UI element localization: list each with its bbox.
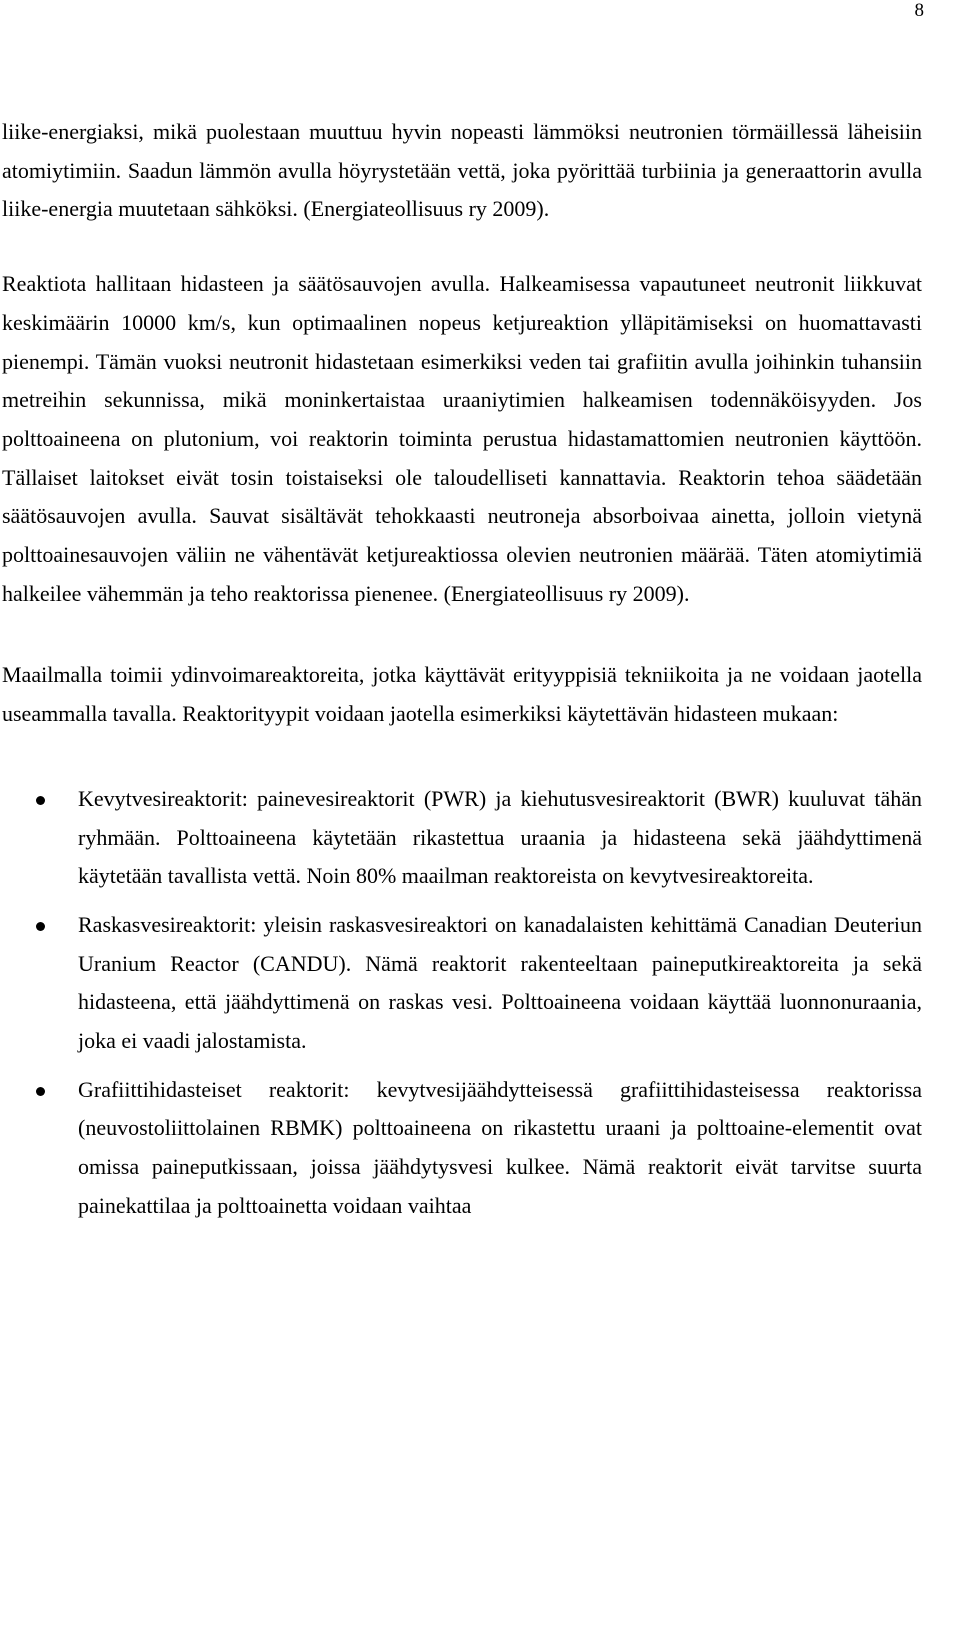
bullet-icon xyxy=(36,922,45,931)
paragraph-heat-conversion: liike-energiaksi, mikä puolestaan muuttuu hyvin nopeasti lämmöksi neutronien törmäillessä läheisiin atomiytimiin. Saadun lämmön avulla höyrystetään vettä, joka pyörittää turbiinia ja generaattorin avulla liike-energia muutetaan sähköksi. (Energiateollisuus ry 2009). xyxy=(2,119,922,222)
paragraph-reactor-types-intro: Maailmalla toimii ydinvoimareaktoreita, jotka käyttävät erityyppisiä tekniikoita ja ne voidaan jaotella useammalla tavalla. Reaktorityypit voidaan jaotella esimerkiksi käytettävän hidasteen mukaan: xyxy=(2,662,922,727)
bullet-icon xyxy=(36,1087,45,1096)
page-body xyxy=(2,113,922,1226)
page-number: 8 xyxy=(914,0,924,21)
list-item xyxy=(2,780,922,896)
list-item xyxy=(2,1071,922,1226)
paragraph-reactor-control: Reaktiota hallitaan hidasteen ja säätösauvojen avulla. Halkeamisessa vapautuneet neutronit liikkuvat keskimäärin 10000 km/s, kun optimaalinen nopeus ketjureaktion ylläpitämiseksi on huomattavasti pienempi. Tämän vuoksi neutronit hidastetaan esimerkiksi veden tai grafiitin avulla joihinkin tuhansiin metreihin sekunnissa, mikä moninkertaistaa uraaniytimien halkeamisen todennäköisyyden. Jos polttoaineena on plutonium, voi reaktorin toiminta perustua hidastamattomien neutronien käyttöön. Tällaiset laitokset eivät tosin toistaiseksi ole taloudelliseti kannattavia. Reaktorin tehoa säädetään säätösauvojen avulla. Sauvat sisältävät tehokkaasti neutroneja absorboivaa ainetta, jolloin vietynä polttoainesauvojen väliin ne vähentävät ketjureaktiossa olevien neutronien määrää. Täten atomiytimiä halkeilee vähemmän ja teho reaktorissa pienenee. (Energiateollisuus ry 2009). xyxy=(2,271,922,606)
list-item xyxy=(2,906,922,1061)
list-item-text: Raskasvesireaktorit: yleisin raskasvesireaktori on kanadalaisten kehittämä Canadian Deuteriun Uranium Reactor (CANDU). Nämä reaktorit rakenteeltaan paineputkireaktoreita ja sekä hidasteena, että jäähdyttimenä on raskas vesi. Polttoaineena voidaan käyttää luonnonuraania, joka ei vaadi jalostamista. xyxy=(78,911,922,1054)
reactor-type-list xyxy=(2,780,922,1226)
list-item-text: Grafiittihidasteiset reaktorit: kevytvesijäähdytteisessä grafiittihidasteisessa reaktorissa (neuvostoliittolainen RBMK) polttoaineena on rikastettu uraani ja polttoaine-elementit ovat omissa paineputkissaan, joissa jäähdytysvesi kulkee. Nämä reaktorit eivät tarvitse suurta painekattilaa ja polttoainetta voidaan vaihtaa xyxy=(78,1076,922,1218)
list-item-text: Kevytvesireaktorit: painevesireaktorit (PWR) ja kiehutusvesireaktorit (BWR) kuuluvat tähän ryhmään. Polttoaineena käytetään rikastettua uraania ja hidasteena sekä jäähdyttimenä käytetään tavallista vettä. Noin 80% maailman reaktoreista on kevytvesireaktoreita. xyxy=(78,785,922,889)
bullet-icon xyxy=(36,796,45,805)
